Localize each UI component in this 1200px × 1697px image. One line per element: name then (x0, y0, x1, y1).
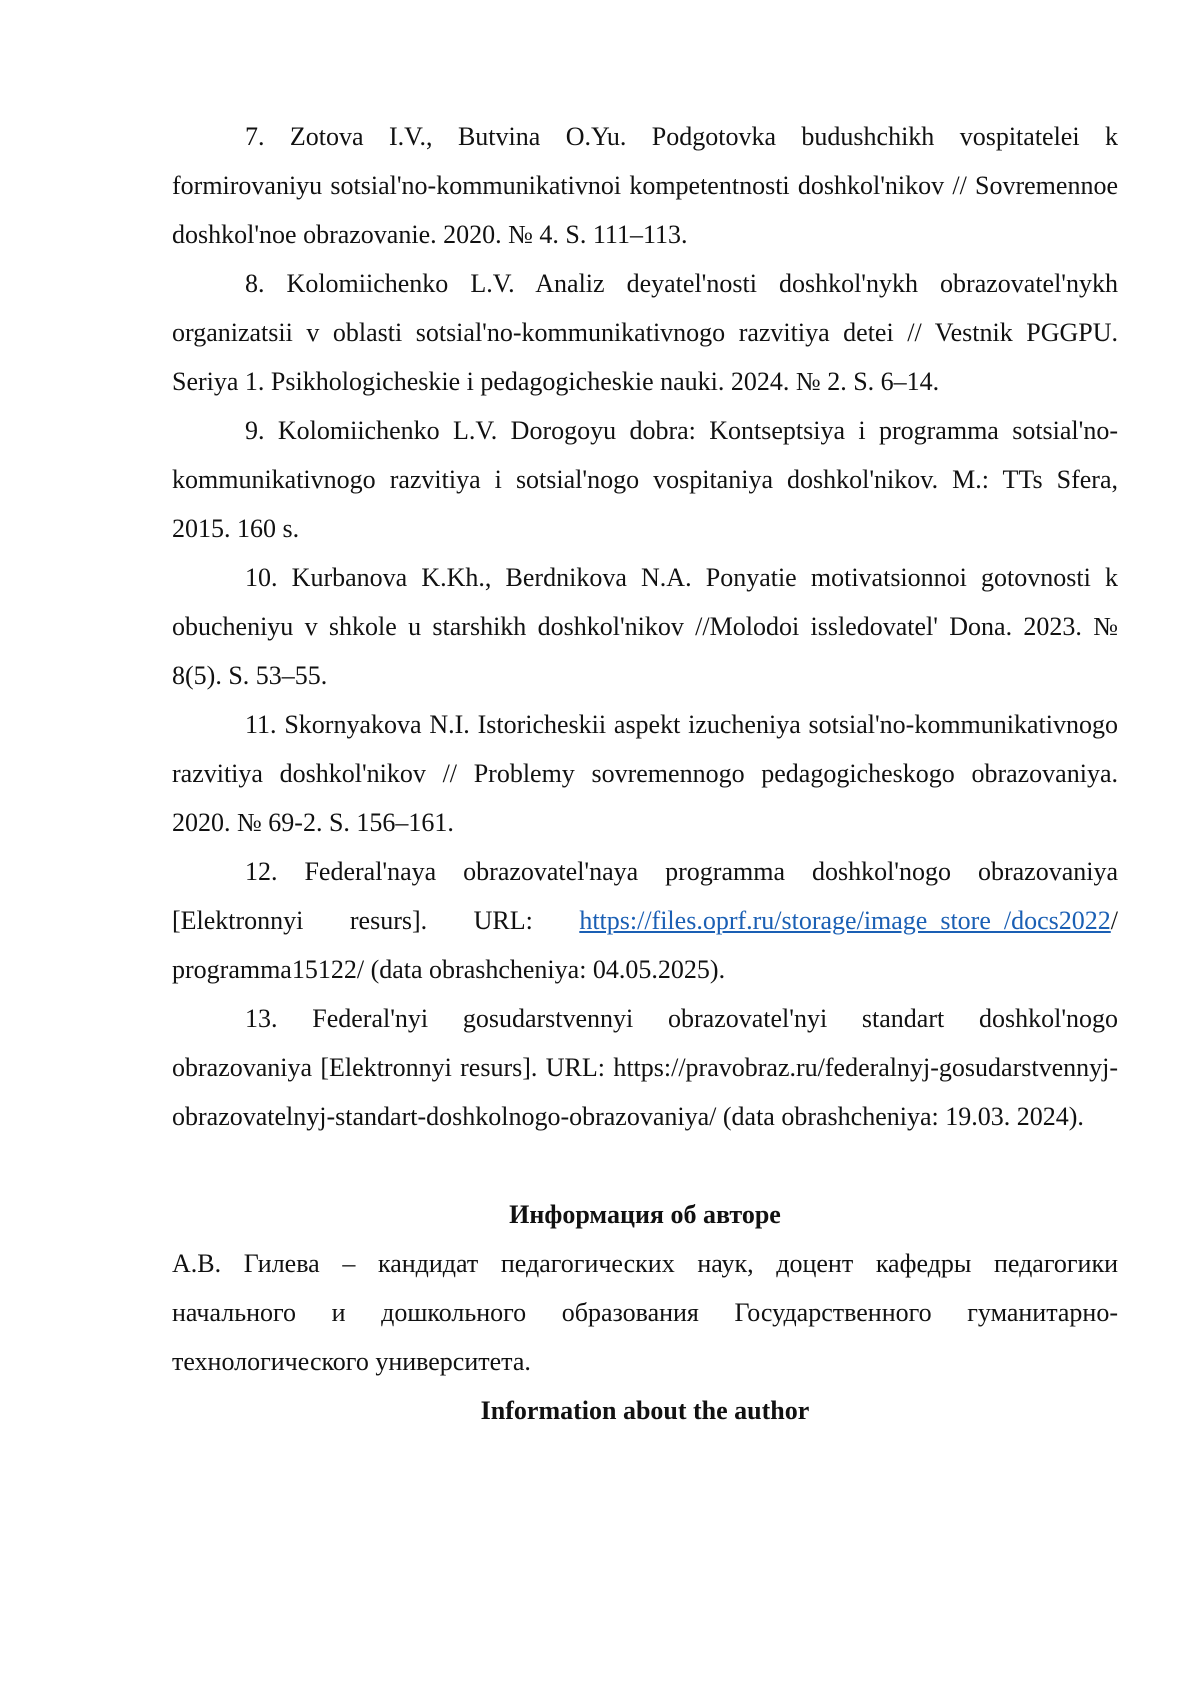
document-page (172, 112, 1118, 1435)
author-info-ru: А.В. Гилева – кандидат педагогических наук, доцент кафедры педагогики начального и дошкольного образования Государственного гуманитарно-технологического университета. (172, 1239, 1118, 1386)
reference-12-link[interactable]: https://files.oprf.ru/storage/image_store_/docs2022 (579, 906, 1110, 935)
reference-12 (172, 847, 1118, 994)
author-heading-ru: Информация об авторе (172, 1190, 1118, 1239)
reference-8: 8. Kolomiichenko L.V. Analiz deyatel'nosti doshkol'nykh obrazovatel'nykh organizatsii v oblasti sotsial'no-kommunikativnogo razvitiya detei // Vestnik PGGPU. Seriya 1. Psikhologicheskie i pedagogicheskie nauki. 2024. № 2. S. 6–14. (172, 259, 1118, 406)
reference-12-text: 12. Federal'naya obrazovatel'naya programma doshkol'nogo obrazovaniya [Elektronnyi resurs]. URL: (172, 857, 1118, 935)
reference-10: 10. Kurbanova K.Kh., Berdnikova N.A. Ponyatie motivatsionnoi gotovnosti k obucheniyu v shkole u starshikh doshkol'nikov //Molodoi issledovatel' Dona. 2023. № 8(5). S. 53–55. (172, 553, 1118, 700)
reference-9: 9. Kolomiichenko L.V. Dorogoyu dobra: Kontseptsiya i programma sotsial'no-kommunikativnogo razvitiya i sotsial'nogo vospitaniya doshkol'nikov. M.: TTs Sfera, 2015. 160 s. (172, 406, 1118, 553)
reference-7: 7. Zotova I.V., Butvina O.Yu. Podgotovka budushchikh vospitatelei k formirovaniyu sotsial'no-kommunikativnoi kompetentnosti doshkol'nikov // Sovremennoe doshkol'noe obrazovanie. 2020. № 4. S. 111–113. (172, 112, 1118, 259)
author-heading-en: Information about the author (172, 1386, 1118, 1435)
reference-11: 11. Skornyakova N.I. Istoricheskii aspekt izucheniya sotsial'no-kommunikativnogo razvitiya doshkol'nikov // Problemy sovremennogo pedagogicheskogo obrazovaniya. 2020. № 69-2. S. 156–161. (172, 700, 1118, 847)
reference-12-tail: / programma15122/ (data obrashcheniya: 04.05.2025). (172, 906, 1118, 984)
reference-13: 13. Federal'nyi gosudarstvennyi obrazovatel'nyi standart doshkol'nogo obrazovaniya [Elektronnyi resurs]. URL: https://pravobraz.ru/federalnyj-gosudarstvennyj-obrazovatelnyj-standart-doshkolnogo-obrazovaniya/ (data obrashcheniya: 19.03. 2024). (172, 994, 1118, 1141)
